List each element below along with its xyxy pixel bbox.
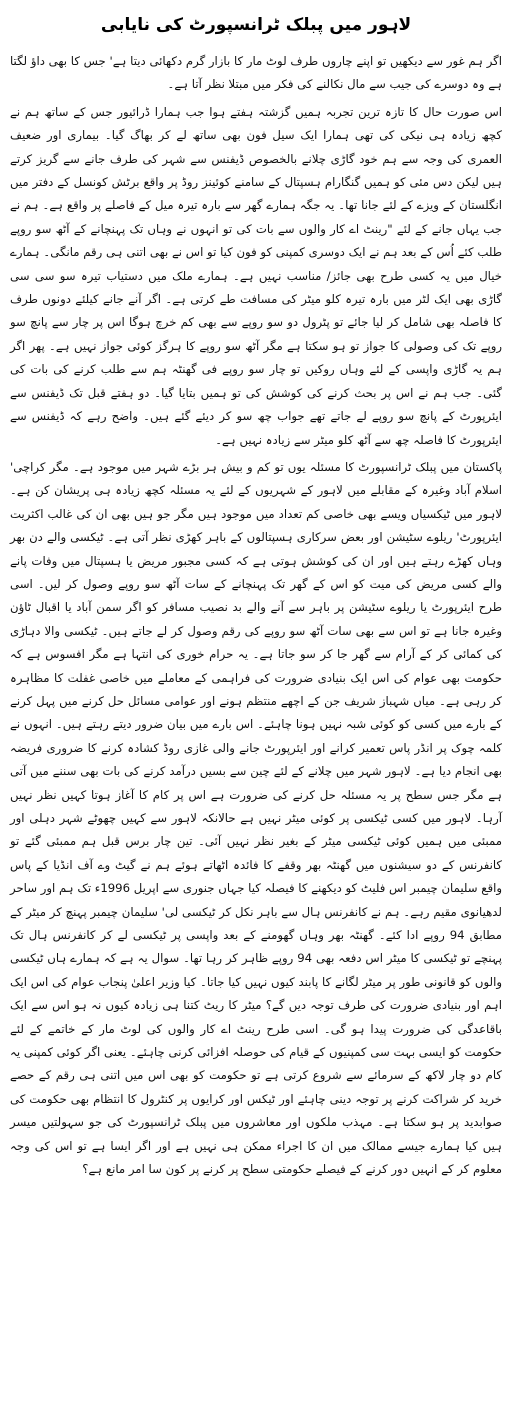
article-paragraph: پاکستان میں پبلک ٹرانسپورٹ کا مسئلہ یوں تو کم و بیش ہر بڑے شہر میں موجود ہے۔ مگر کراچی' اسلام آباد وغیرہ کے مقابلے میں لاہور کے شہریوں کے لئے یہ مسئلہ کچھ زیادہ ہی پریشان کن ہے۔ لاہور میں ٹیکسیاں ویسے بھی خاصی کم تعداد میں موجود ہیں مگر جو ہیں بھی ان کی غالب اکثریت ایئرپورٹ' ریلوے سٹیشن اور بعض سرکاری ہسپتالوں کے باہر کھڑی نظر آتی ہے۔ ٹیکسی والے دن بھر وہاں کھڑے رہتے ہیں اور ان کی کوشش ہوتی ہے کہ کسی مجبور مریض یا ہسپتال میں وفات پانے والے کسی مریض کی میت کو اس کے گھر تک پہنچانے کے سات آٹھ سو روپے وصول کر لیں۔ اسی طرح ایئرپورٹ یا ریلوے سٹیشن پر باہر سے آنے والے بد نصیب مسافر کو اگر سمن آباد یا اقبال ٹاؤن وغیرہ جانا ہے تو اس سے بھی سات آٹھ سو روپے کی رقم وصول کر لے جاتے ہیں۔ ٹیکسی والا دہاڑی کی کمائی کر کے آرام سے گھر جا کر سو جاتا ہے۔ یہ حرام خوری کی انتہا ہے مگر افسوس ہے کہ حکومت بھی عوام کی اس ایک بنیادی ضرورت کی فراہمی کے معاملے میں خاصی غفلت کا مظاہرہ کر رہی ہے۔ میاں شہباز شریف جن کے اچھے منتظم ہونے اور عوامی مسائل حل کرنے میں پہل کرنے کے بارے میں کسی کو کوئی شبہ نہیں ہونا چاہئے۔ اس بارے میں بیان ضرور دیتے رہتے ہیں۔ انہوں نے کلمہ چوک پر انڈر پاس تعمیر کرانے اور ایئرپورٹ جانے والی غازی روڈ کشادہ کرنے کا ضروری فریضہ بھی انجام دیا ہے۔ لاہور شہر میں چلانے کے لئے چین سے بسیں درآمد کرنے کی بات بھی سننے میں آتی ہے مگر جس سطح پر یہ مسئلہ حل کرنے کی ضرورت ہے اس پر کام کا آغاز ہوتا کہیں نظر نہیں آرہا۔ لاہور میں کسی ٹیکسی پر کوئی میٹر نہیں ہے حالانکہ لاہور سے کہیں چھوٹے شہر دہلی اور ممبئی میں ہمیں کوئی ٹیکسی میٹر کے بغیر نظر نہیں آئی۔ تین چار برس قبل ہم ممبئی گئے تو کانفرنس کے دو سیشنوں میں گھنٹہ بھر وقفے کا فائدہ اٹھاتے ہوئے ہم نے گیٹ وے آف انڈیا کے پاس واقع سلیمان چیمبر اس فلیٹ کو دیکھنے کا فیصلہ کیا جہاں جنوری سے اپریل 1996ء تک ہم اور ساحر لدھیانوی مقیم رہے۔ ہم نے کانفرنس ہال سے باہر نکل کر ٹیکسی لی' سلیمان چیمبر پہنچ کر میٹر کے مطابق 94 روپے ادا کئے۔ گھنٹہ بھر وہاں گھومنے کے بعد واپسی پر ٹیکسی لے کر کانفرنس ہال تک پہنچے تو ٹیکسی کا میٹر اس دفعہ بھی 94 روپے ظاہر کر رہا تھا۔ سوال یہ ہے کہ ہمارے ہاں ٹیکسی والوں کو قانونی طور پر میٹر لگانے کا پابند کیوں نہیں کیا جاتا۔ کیا وزیر اعلیٰ پنجاب عوام کی اس ایک اہم اور بنیادی ضرورت کی طرف توجہ دیں گے؟ میٹر کا ریٹ کتنا ہی زیادہ کیوں نہ ہو اس سے ایک باقاعدگی کی ضرورت پیدا ہو گی۔ اسی طرح رینٹ اے کار والوں کی لوٹ مار کے خاتمے کے لئے حکومت کو ایسی بہت سی کمپنیوں کے قیام کی حوصلہ افزائی کرنی چاہئے۔ یعنی اگر کوئی کمپنی یہ کام دو چار لاکھ کے سرمائے سے شروع کرتی ہے تو حکومت کو بھی اس میں اتنی ہی رقم کے حصے خرید کر شراکت کرنے پر توجہ دینی چاہئے اور ٹیکس اور کرایوں پر کنٹرول کا انتظام بھی حکومت کی صوابدید پر ہو سکتا ہے۔ مہذب ملکوں اور معاشروں میں پبلک ٹرانسپورٹ کی جو سہولتیں میسر ہیں کیا ہمارے جیسے ممالک میں ان کا اجراء ممکن ہی نہیں ہے اور اگر ایسا ہے تو اس کی وجہ معلوم کر کے انہیں دور کرنے کے فیصلے حکومتی سطح پر کرنے پر کون سا امر مانع ہے؟ [10,459,503,1177]
article-body [10,50,502,1182]
article-paragraph: اس صورت حال کا تازہ ترین تجربہ ہمیں گزشتہ ہفتے ہوا جب ہمارا ڈرائیور جس کے ساتھ ہم نے کچھ زیادہ ہی نیکی کی تھی ہمارا ایک سیل فون بھی ساتھ لے کر بھاگ گیا۔ بیماری اور ضعیف العمری کی وجہ سے ہم خود گاڑی چلانے بالخصوص ڈیفنس سے شہر کی طرف جانے سے گریز کرتے ہیں لیکن دس مئی کو ہمیں گنگارام ہسپتال کے سامنے کوئینز روڈ پر واقع برٹش کونسل کے دفتر میں انگلستان کے ویزے کے لئے جانا تھا۔ یہ جگہ ہمارے گھر سے بارہ تیرہ میل کے فاصلے پر واقع ہے۔ ہم نے جب یہاں جانے کے لئے "رینٹ اے کار والوں سے بات کی تو انہوں نے وہاں تک پہنچانے کے آٹھ سو روپے طلب کئے اُس کے بعد ہم نے ایک دوسری کمپنی کو فون کیا تو اس نے بھی اتنی ہی رقم مانگی۔ ہمارے خیال میں یہ کسی طرح بھی جائز/ مناسب نہیں ہے۔ ہمارے ملک میں دستیاب تیرہ سو سی سی گاڑی بھی ایک لٹر میں بارہ تیرہ کلو میٹر کی مسافت طے کرتی ہے۔ اگر آنے جانے کیلئے دونوں طرف کا فاصلہ بھی شامل کر لیا جائے تو پٹرول دو سو روپے سے بھی کم خرچ ہوگا اس پر چار سے پانچ سو روپے تک کی وصولی کا جواز تو ہو سکتا ہے مگر آٹھ سو روپے کا ہرگز کوئی جواز نہیں ہے۔ پھر اگر ہم یہ گاڑی واپسی کے لئے وہاں روکیں تو چار سو روپے فی گھنٹہ ہم سے طلب کرنے کی بات کی گئی۔ جب ہم نے اس پر بحث کرنے کی کوشش کی تو ہمیں بتایا گیا۔ دو ہفتے قبل تک ڈیفنس سے ایئرپورٹ کے پانچ سو روپے لے جاتے تھے جواب چھ سو کر دیئے گئے ہیں۔ واضح رہے کہ ڈیفنس سے ایئرپورٹ کا فاصلہ چھ سے آٹھ کلو میٹر سے زیادہ نہیں ہے۔ [10,104,502,447]
article-paragraph: اگر ہم غور سے دیکھیں تو اپنے چاروں طرف لوٹ مار کا بازار گرم دکھائی دیتا ہے' جس کا بھی داؤ لگتا ہے وہ دوسرے کی جیب سے مال نکالنے کی فکر میں مبتلا نظر آتا ہے۔ [10,54,502,92]
article-headline: لاہور میں پبلک ٹرانسپورٹ کی نایابی [100,15,412,35]
